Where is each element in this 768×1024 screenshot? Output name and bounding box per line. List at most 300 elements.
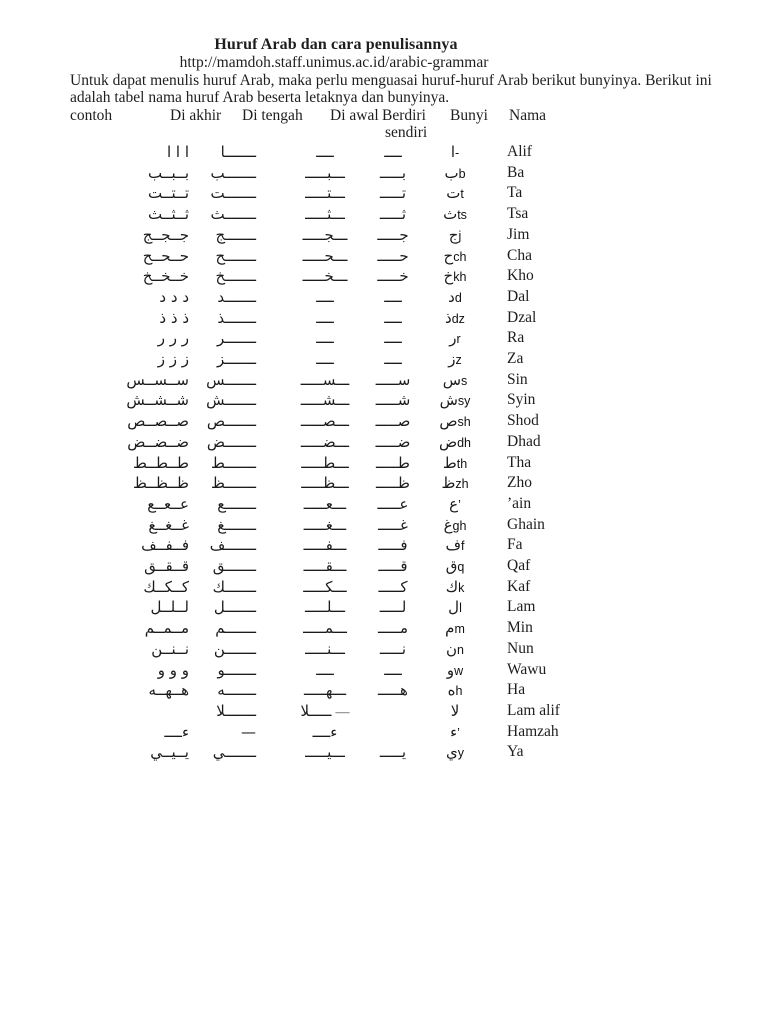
cell-berdiri-bunyi — [424, 308, 486, 329]
cell-di-tengah — [286, 453, 364, 474]
tengah-form-text: ـــــلا — [300, 701, 332, 720]
contoh-arabic-text: فــفــف — [141, 536, 189, 555]
tengah-form-text: ـــمـــــ — [303, 619, 347, 638]
akhir-form-text: ـــــــم — [215, 619, 256, 638]
bunyi-latin: l — [459, 601, 462, 616]
table-row — [0, 142, 768, 163]
contoh-arabic-text: ثــثــث — [147, 205, 189, 224]
akhir-form-text: ـــــــظ — [211, 474, 256, 493]
akhir-form-text: ـــــــش — [206, 391, 256, 410]
isolated-letter: م — [445, 619, 455, 638]
cell-nama — [507, 246, 627, 266]
cell-di-akhir — [196, 494, 256, 515]
table-row — [0, 618, 768, 639]
contoh-arabic-text: لــلــل — [150, 598, 189, 617]
awal-form-text: ــــ — [384, 287, 402, 306]
cell-di-tengah — [286, 183, 364, 204]
table-row — [0, 473, 768, 494]
cell-di-akhir — [196, 246, 256, 267]
cell-berdiri-bunyi — [424, 390, 486, 411]
cell-berdiri-bunyi — [424, 266, 486, 287]
cell-di-akhir — [196, 515, 256, 536]
letter-name: Dal — [507, 287, 530, 305]
cell-di-akhir — [196, 535, 256, 556]
table-row — [0, 722, 768, 743]
cell-di-tengah — [286, 308, 364, 329]
contoh-arabic-text: ءــــ — [164, 722, 189, 741]
akhir-form-text: ـــــــس — [206, 370, 256, 389]
bunyi-latin: y — [457, 746, 464, 761]
cell-di-awal — [368, 204, 418, 225]
cell-di-akhir — [196, 287, 256, 308]
cell-contoh — [70, 639, 189, 660]
cell-di-awal — [368, 618, 418, 639]
akhir-form-text: ـــــــن — [213, 639, 256, 658]
isolated-letter: ظ — [441, 474, 456, 493]
cell-nama — [507, 390, 627, 410]
cell-di-awal — [368, 163, 418, 184]
letter-name: Ghain — [507, 515, 545, 533]
cell-di-awal — [368, 556, 418, 577]
isolated-letter: ه — [447, 681, 456, 700]
isolated-letter: ج — [448, 225, 459, 244]
letter-name: Min — [507, 619, 533, 637]
bunyi-latin: zh — [455, 477, 469, 492]
cell-berdiri-bunyi — [424, 246, 486, 267]
letter-name: Syin — [507, 391, 536, 409]
cell-contoh — [70, 577, 189, 598]
bunyi-latin: f — [461, 539, 465, 554]
cell-berdiri-bunyi — [424, 453, 486, 474]
isolated-letter: خ — [443, 267, 454, 286]
cell-di-awal — [368, 515, 418, 536]
cell-contoh — [70, 183, 189, 204]
bunyi-latin: d — [454, 290, 462, 305]
cell-di-akhir — [196, 183, 256, 204]
cell-di-akhir — [196, 639, 256, 660]
akhir-form-text: ـــــــلا — [216, 701, 256, 720]
isolated-letter: ح — [443, 246, 454, 265]
letter-name: Alif — [507, 143, 532, 160]
cell-di-awal — [368, 597, 418, 618]
cell-di-awal — [368, 349, 418, 370]
cell-berdiri-bunyi — [424, 183, 486, 204]
isolated-letter: ع — [449, 494, 459, 513]
cell-di-awal — [368, 287, 418, 308]
cell-nama — [507, 556, 627, 576]
table-row — [0, 370, 768, 391]
cell-di-akhir — [196, 411, 256, 432]
bunyi-latin: kh — [453, 270, 467, 285]
cell-contoh — [70, 494, 189, 515]
table-row — [0, 577, 768, 598]
table-row — [0, 287, 768, 308]
akhir-form-text: ـــــــغ — [217, 515, 256, 534]
cell-di-akhir — [196, 432, 256, 453]
bunyi-latin: z — [455, 353, 462, 367]
akhir-form-text: ـــــــض — [206, 432, 256, 451]
cell-contoh — [70, 308, 189, 329]
table-row — [0, 266, 768, 287]
cell-berdiri-bunyi — [424, 370, 486, 391]
contoh-arabic-text: تــتــت — [147, 184, 189, 203]
bunyi-latin: m — [454, 622, 465, 637]
contoh-arabic-text: خــخــخ — [142, 267, 189, 286]
bunyi-latin: w — [454, 663, 464, 678]
cell-berdiri-bunyi — [424, 163, 486, 184]
awal-form-text: ــــ — [384, 329, 402, 348]
awal-form-text: جـــــ — [377, 225, 409, 244]
isolated-letter: ط — [442, 453, 457, 472]
contoh-arabic-text: ســســس — [126, 370, 189, 389]
letter-name: Wawu — [507, 660, 547, 678]
awal-form-text: كـــــ — [378, 577, 408, 596]
cell-berdiri-bunyi — [424, 639, 486, 660]
cell-contoh — [70, 473, 189, 494]
letter-name: Ya — [507, 743, 524, 761]
cell-di-akhir — [196, 722, 256, 743]
letter-name: Dzal — [507, 308, 537, 326]
cell-contoh — [70, 618, 189, 639]
cell-di-awal — [368, 577, 418, 598]
bunyi-latin: k — [458, 580, 465, 595]
cell-berdiri-bunyi — [424, 618, 486, 639]
cell-di-awal — [368, 680, 418, 701]
bunyi-latin: th — [456, 456, 468, 471]
cell-nama — [507, 535, 627, 555]
contoh-arabic-text: ضــضــض — [127, 432, 189, 451]
table-row — [0, 597, 768, 618]
akhir-form-text: ـــــــك — [212, 577, 256, 596]
cell-berdiri-bunyi — [424, 204, 486, 225]
cell-nama — [507, 204, 627, 224]
cell-nama — [507, 142, 627, 162]
letter-name: Dhad — [507, 432, 541, 450]
cell-di-tengah — [286, 328, 364, 349]
tengah-form-text: ـــهـــــ — [303, 681, 347, 700]
cell-nama — [507, 163, 627, 183]
cell-nama — [507, 328, 627, 348]
cell-di-akhir — [196, 577, 256, 598]
isolated-letter: ش — [439, 391, 458, 410]
cell-di-awal — [368, 535, 418, 556]
tengah-form-text: ـــثـــــ — [305, 205, 345, 224]
tengah-form-text: ـــطـــــ — [301, 453, 349, 472]
isolated-letter: ث — [443, 205, 458, 224]
tengah-form-text: ـــغـــــ — [303, 515, 347, 534]
cell-di-akhir — [196, 680, 256, 701]
isolated-letter: غ — [443, 515, 453, 534]
tengah-dash: — — [335, 704, 350, 720]
cell-berdiri-bunyi — [424, 597, 486, 618]
letter-name: Ra — [507, 329, 525, 347]
cell-contoh — [70, 742, 189, 763]
table-row — [0, 535, 768, 556]
akhir-form-text: ـــــــخ — [215, 267, 256, 286]
isolated-letter: ق — [445, 557, 458, 575]
tengah-form-text: ـــنـــــ — [305, 639, 345, 658]
cell-berdiri-bunyi — [424, 742, 486, 763]
contoh-arabic-text: صــصــص — [127, 412, 189, 431]
bunyi-latin: b — [458, 166, 466, 181]
bunyi-latin: ’ — [458, 497, 461, 512]
letter-name: Qaf — [507, 557, 531, 574]
tengah-form-text: ــــ — [316, 143, 334, 161]
isolated-letter: د — [448, 287, 455, 306]
letter-name: Sin — [507, 370, 528, 388]
cell-contoh — [70, 453, 189, 474]
cell-di-awal — [368, 308, 418, 329]
cell-berdiri-bunyi — [424, 494, 486, 515]
letter-name: Nun — [507, 639, 534, 657]
table-row — [0, 183, 768, 204]
cell-di-tengah — [286, 266, 364, 287]
contoh-arabic-text: ز ز ز — [157, 350, 189, 368]
cell-berdiri-bunyi — [424, 287, 486, 308]
page-title: Huruf Arab dan cara penulisannya — [214, 36, 458, 53]
tengah-form-text: ـــكـــــ — [303, 577, 347, 596]
isolated-letter: ف — [445, 536, 462, 555]
cell-di-tengah — [286, 680, 364, 701]
cell-di-tengah — [286, 742, 364, 763]
header-nama: Nama — [509, 107, 547, 124]
cell-contoh — [70, 660, 189, 681]
tengah-form-text: ـــحـــــ — [302, 246, 348, 265]
cell-contoh — [70, 597, 189, 618]
awal-form-text: ــــ — [384, 143, 402, 161]
cell-nama — [507, 660, 627, 680]
document-url: http://mamdoh.staff.unimus.ac.id/arabic-grammar — [179, 54, 489, 71]
table-row — [0, 432, 768, 453]
contoh-arabic-text: كــكــك — [143, 577, 189, 596]
contoh-arabic-text: ر ر ر — [157, 329, 189, 348]
cell-di-akhir — [196, 204, 256, 225]
awal-form-text: ــــ — [384, 660, 402, 679]
isolated-letter: ي — [446, 743, 458, 762]
bunyi-latin: h — [455, 684, 463, 699]
tengah-form-text: ــــ — [316, 287, 334, 306]
cell-di-akhir — [196, 701, 256, 722]
awal-form-text: ضـــــ — [375, 432, 411, 451]
awal-form-text: شـــــ — [375, 391, 411, 410]
cell-di-tengah — [286, 204, 364, 225]
cell-nama — [507, 183, 627, 203]
tengah-form-text: ـــشـــــ — [300, 391, 350, 410]
cell-di-tengah — [286, 515, 364, 536]
cell-berdiri-bunyi — [424, 142, 486, 163]
isolated-letter: ز — [448, 350, 456, 368]
header-bunyi: Bunyi — [450, 107, 488, 124]
cell-di-tengah — [286, 701, 364, 723]
isolated-letter: ص — [439, 412, 458, 431]
cell-nama — [507, 722, 627, 742]
cell-contoh — [70, 225, 189, 246]
header-di-akhir: Di akhir — [170, 107, 222, 124]
table-row — [0, 639, 768, 660]
cell-di-awal — [368, 183, 418, 204]
table-row — [0, 246, 768, 267]
table-row — [0, 328, 768, 349]
cell-di-awal — [368, 370, 418, 391]
bunyi-latin: q — [457, 560, 465, 574]
cell-berdiri-bunyi — [424, 328, 486, 349]
table-row — [0, 225, 768, 246]
akhir-form-text: ـــــــط — [211, 453, 256, 472]
cell-nama — [507, 680, 627, 700]
cell-berdiri-bunyi — [424, 701, 486, 722]
awal-form-text: بـــــ — [379, 163, 407, 182]
cell-nama — [507, 515, 627, 535]
header-sendiri: sendiri — [385, 124, 428, 141]
cell-di-awal — [368, 142, 418, 163]
cell-di-awal — [368, 660, 418, 681]
cell-nama — [507, 411, 627, 431]
letter-name: Za — [507, 350, 524, 367]
tengah-form-text: ءــــ — [312, 722, 338, 741]
cell-contoh — [70, 287, 189, 308]
cell-di-tengah — [286, 390, 364, 411]
cell-di-akhir — [196, 597, 256, 618]
akhir-form-text: ـــــــص — [206, 412, 256, 431]
isolated-letter: ل — [448, 598, 460, 617]
tengah-form-text: ـــقـــــ — [303, 557, 347, 575]
table-row — [0, 701, 768, 722]
cell-contoh — [70, 349, 189, 370]
cell-nama — [507, 597, 627, 617]
table-row — [0, 660, 768, 681]
contoh-arabic-text: غــغــغ — [148, 515, 189, 534]
cell-di-tengah — [286, 349, 364, 370]
table-row — [0, 742, 768, 763]
isolated-letter: ا — [450, 143, 455, 161]
akhir-form-text: ـــــــز — [216, 350, 256, 368]
cell-nama — [507, 370, 627, 390]
cell-berdiri-bunyi — [424, 680, 486, 701]
cell-nama — [507, 308, 627, 328]
cell-contoh — [70, 432, 189, 453]
letter-name: Tha — [507, 453, 532, 471]
cell-di-tengah — [286, 287, 364, 308]
table-row — [0, 163, 768, 184]
bunyi-latin: sy — [457, 394, 471, 409]
akhir-form-text: ـــــــذ — [217, 308, 256, 327]
cell-berdiri-bunyi — [424, 660, 486, 681]
cell-di-akhir — [196, 473, 256, 494]
cell-di-akhir — [196, 349, 256, 370]
cell-di-awal — [368, 328, 418, 349]
cell-di-akhir — [196, 308, 256, 329]
tengah-form-text: ــــ — [316, 329, 334, 348]
tengah-form-text: ـــيـــــ — [305, 743, 345, 762]
awal-form-text: صـــــ — [375, 412, 411, 431]
cell-nama — [507, 432, 627, 452]
letter-name: Kho — [507, 267, 534, 285]
akhir-form-text: — — [241, 722, 256, 741]
cell-di-akhir — [196, 266, 256, 287]
cell-berdiri-bunyi — [424, 225, 486, 246]
akhir-form-text: ـــــــج — [215, 225, 256, 244]
tengah-form-text: ــــ — [316, 660, 334, 679]
isolated-letter: ر — [449, 329, 457, 348]
table-row — [0, 680, 768, 701]
cell-contoh — [70, 556, 189, 577]
cell-di-akhir — [196, 225, 256, 246]
awal-form-text: فـــــ — [378, 536, 408, 555]
letter-name: Hamzah — [507, 722, 559, 740]
cell-di-awal — [368, 266, 418, 287]
cell-berdiri-bunyi — [424, 556, 486, 577]
cell-di-awal — [368, 246, 418, 267]
table-row — [0, 204, 768, 225]
isolated-letter: ك — [445, 577, 459, 596]
tengah-form-text: ــــ — [316, 350, 334, 368]
isolated-letter: لا — [450, 701, 460, 720]
cell-di-awal — [368, 494, 418, 515]
akhir-form-text: ـــــــه — [217, 681, 256, 700]
awal-form-text: عـــــ — [377, 494, 409, 513]
cell-di-awal — [368, 453, 418, 474]
cell-di-awal — [368, 432, 418, 453]
contoh-arabic-text: هــهــه — [148, 681, 189, 700]
table-row — [0, 390, 768, 411]
cell-contoh — [70, 370, 189, 391]
akhir-form-text: ـــــــث — [210, 205, 256, 224]
cell-nama — [507, 287, 627, 307]
cell-nama — [507, 349, 627, 369]
cell-di-tengah — [286, 722, 364, 743]
cell-contoh — [70, 515, 189, 536]
awal-form-text: ثـــــ — [379, 205, 407, 224]
table-row — [0, 515, 768, 536]
cell-nama — [507, 225, 627, 245]
contoh-arabic-text: مــمــم — [144, 619, 189, 638]
isolated-letter: ب — [444, 163, 459, 182]
letter-name: Lam alif — [507, 701, 560, 719]
cell-berdiri-bunyi — [424, 432, 486, 453]
cell-di-tengah — [286, 411, 364, 432]
tengah-form-text: ـــجـــــ — [302, 225, 348, 244]
contoh-arabic-text: د د د — [159, 287, 189, 306]
bunyi-latin: j — [458, 228, 462, 243]
cell-di-akhir — [196, 328, 256, 349]
table-row — [0, 453, 768, 474]
cell-di-awal — [368, 742, 418, 763]
akhir-form-text: ـــــــف — [209, 536, 256, 555]
cell-nama — [507, 473, 627, 493]
intro-line-2: adalah tabel nama huruf Arab beserta letaknya dan bunyinya. — [70, 89, 450, 106]
awal-form-text: هـــــ — [378, 681, 408, 700]
awal-form-text: لـــــ — [379, 598, 407, 617]
cell-berdiri-bunyi — [424, 349, 486, 370]
cell-berdiri-bunyi — [424, 535, 486, 556]
cell-nama — [507, 266, 627, 286]
awal-form-text: ــــ — [384, 308, 402, 327]
tengah-form-text: ـــصـــــ — [300, 412, 350, 431]
cell-contoh — [70, 204, 189, 225]
letters-table-body — [0, 142, 768, 782]
cell-di-akhir — [196, 370, 256, 391]
cell-di-tengah — [286, 494, 364, 515]
tengah-form-text: ـــلـــــ — [304, 598, 346, 617]
cell-di-tengah — [286, 577, 364, 598]
cell-di-akhir — [196, 390, 256, 411]
awal-form-text: خـــــ — [377, 267, 409, 286]
cell-nama — [507, 453, 627, 473]
cell-di-tengah — [286, 246, 364, 267]
header-di-tengah: Di tengah — [242, 107, 303, 124]
contoh-arabic-text: طــطــط — [132, 453, 189, 472]
bunyi-latin: dz — [451, 311, 465, 326]
